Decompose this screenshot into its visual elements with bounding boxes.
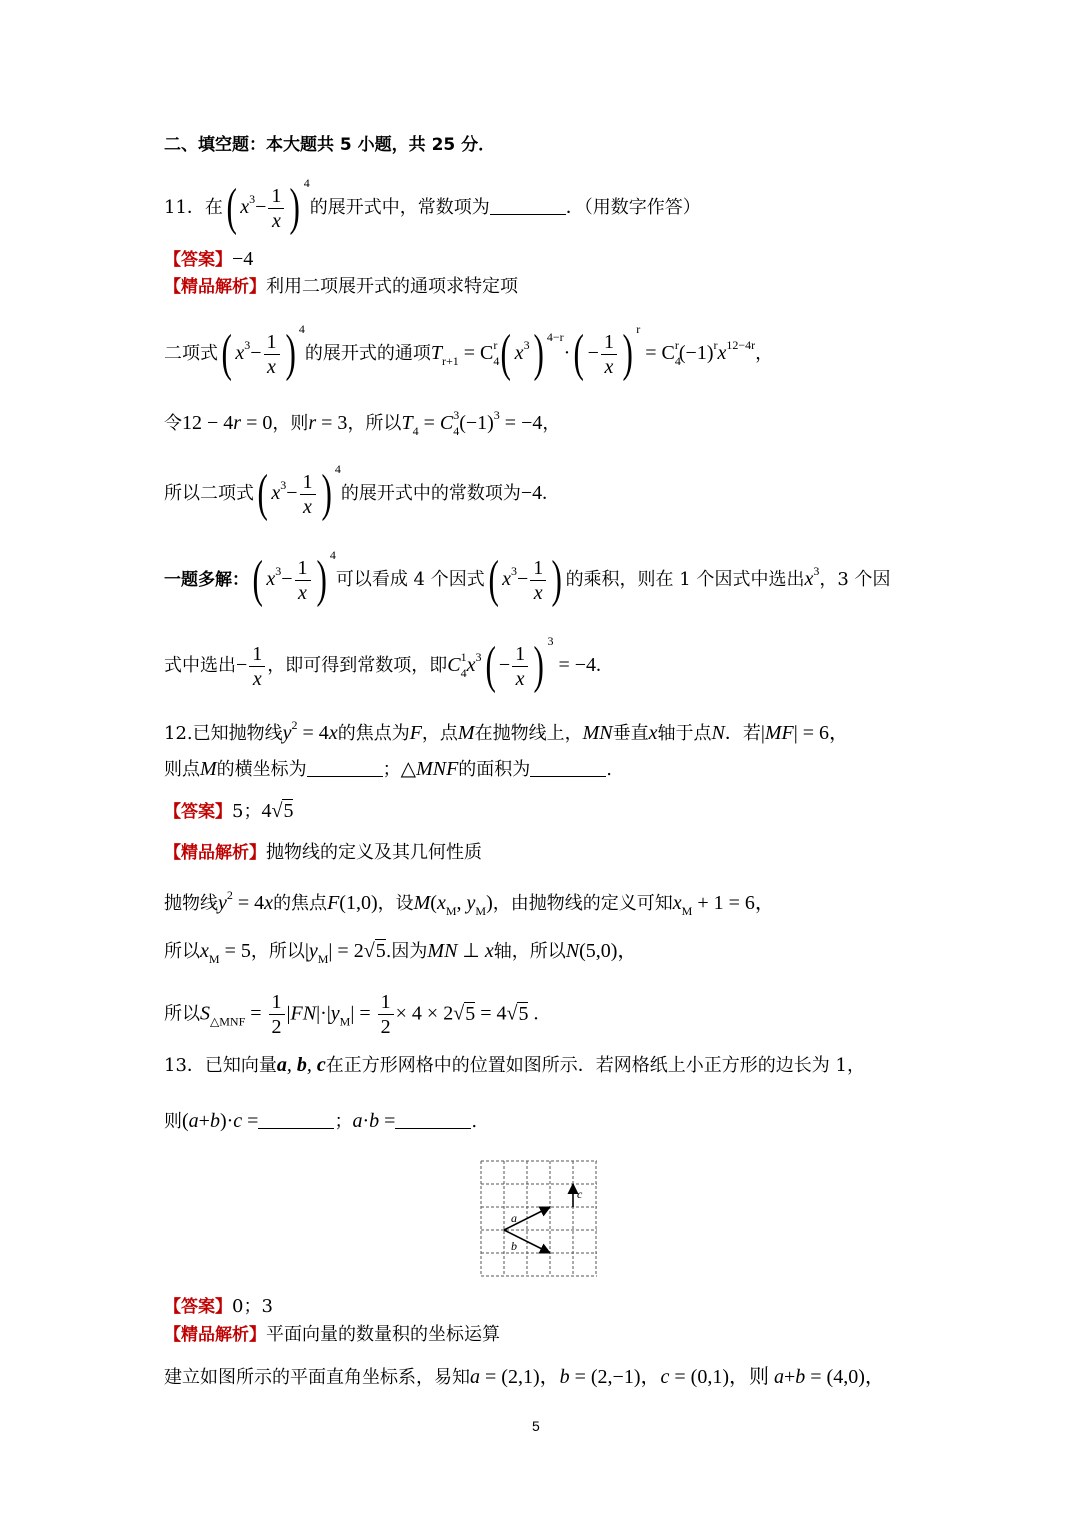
q11-multi-solution-line2: 式中选出− $\frac{1}{x}$ ，即可得到常数项，即$C_4^1x^3$( − $\frac{1}{x}$ ) $^3$ = −4. bbox=[164, 634, 602, 694]
q12-analysis-line3: 所以$S_{\triangle MNF}$ = $\frac{1}{2}$ $|FN|\cdot|y_M|$ = $\frac{1}{2}$ × 4 × 2√5 = 4√5 . bbox=[164, 991, 539, 1038]
vector-grid-figure bbox=[480, 1160, 598, 1278]
q12-analysis-title: 【精品解析】抛物线的定义及其几何性质 bbox=[164, 842, 482, 863]
page-number: 5 bbox=[532, 1418, 540, 1434]
q11-analysis-line1: 二项式( $x^3-$ $\frac{1}{x}$ ) $^4$的展开式的通项$T_{r+1} = C_4^r$( $x^3$) $^{4-r}$·( − $\frac{1}{x}$ ) $^r = C_4^r(-1)^rx^{12-4r}$， bbox=[164, 322, 774, 382]
q11-analysis-title: 【精品解析】利用二项展开式的通项求特定项 bbox=[164, 276, 518, 297]
q11-analysis-line2: 令12 − 4r = 0，则r = 3，所以$T_4 = C_4^3(-1)^3 = -4$， bbox=[164, 408, 561, 438]
q12-question-line2: 则点M的横坐标为 ；△MNF的面积为 . bbox=[164, 758, 613, 780]
q13-question-line2: 则(a+b)·c = ；a·b = . bbox=[164, 1110, 478, 1132]
q12-analysis-line1: 抛物线$y^2 = 4x$的焦点F(1,0)，设$M(x_M$, $y_M$)，由抛物线的定义可知$x_M + 1 = 6$， bbox=[164, 888, 775, 918]
section-title: 二、填空题：本大题共 5 小题，共 25 分． bbox=[164, 135, 496, 155]
vector-c-label: c bbox=[577, 1187, 583, 1201]
answer-blank bbox=[490, 196, 566, 215]
q12-question-line1: 12.已知抛物线$y^2 = 4x$的焦点为F，点M在抛物线上，MN垂直x轴于点N．若|MF| = 6， bbox=[164, 718, 850, 744]
q11-answer: 【答案】−4 bbox=[164, 248, 254, 270]
q13-analysis-title: 【精品解析】平面向量的数量积的坐标运算 bbox=[164, 1324, 500, 1345]
q13-analysis-line1: 建立如图所示的平面直角坐标系，易知a = (2,1)，b = (2,−1)，c = (0,1)，则 a+b = (4,0)， bbox=[164, 1366, 885, 1388]
q11-multi-solution-line1: 一题多解：( $x^3-$ $\frac{1}{x}$ ) $^4$可以看成 4 个因式( $x^3-$ $\frac{1}{x}$ ) 的乘积，则在 1 个因式中选出$x^3$，3 个因 bbox=[164, 548, 891, 608]
q11-analysis-line3: 所以二项式( $x^3-$ $\frac{1}{x}$ ) $^4$的展开式中的常数项为−4. bbox=[164, 462, 548, 522]
q12-analysis-line2: 所以$x_M = 5$，所以$|y_M| = 2√5$.因为MN ⊥ x轴，所以N(5,0)， bbox=[164, 940, 638, 966]
vector-a-label: a bbox=[511, 1211, 517, 1225]
q11-question: 11．在( $x^3-$ $\frac{1}{x}$ ) $^4$的展开式中，常数项为 ．（用数字作答） bbox=[164, 176, 701, 236]
q13-answer: 【答案】0；3 bbox=[164, 1296, 273, 1317]
q12-answer: 【答案】5；4√5 bbox=[164, 800, 294, 822]
vector-b-label: b bbox=[511, 1239, 517, 1253]
q13-question-line1: 13．已知向量a, b, c在正方形网格中的位置如图所示．若网格纸上小正方形的边长为 1， bbox=[164, 1054, 865, 1076]
